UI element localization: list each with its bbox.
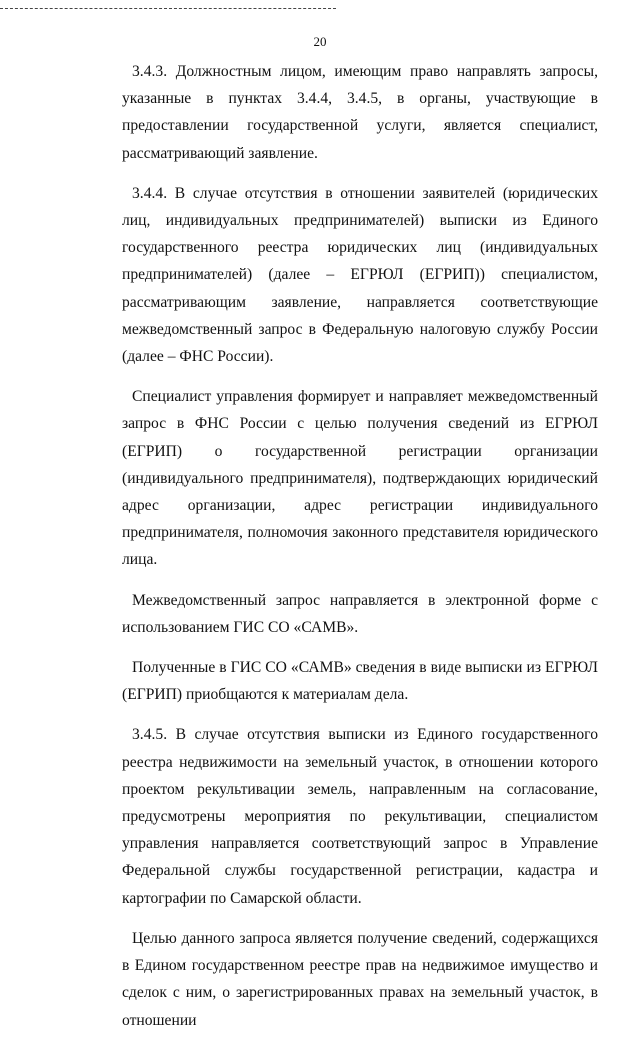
paragraph-3-4-5: 3.4.5. В случае отсутствия выписки из Единого государственного реестра недвижимости на земельный участок, в отношении которого проектом рекультивации земель, направленным на согласование, предусмотрены мероприятия по рекультивации, специалистом управления направляется соответствующий запрос в Управление Федеральной службы государственной регистрации, кадастра и картографии по Самарской области. [122,726,598,907]
paragraph-electronic-form: Межведомственный запрос направляется в электронной форме с использованием ГИС СО «САМВ». [122,591,598,636]
paragraph-received-info: Полученные в ГИС СО «САМВ» сведения в виде выписки из ЕГРЮЛ (ЕГРИП) приобщаются к материалам дела. [122,659,598,704]
paragraph-3-4-4: 3.4.4. В случае отсутствия в отношении заявителей (юридических лиц, индивидуальных предпринимателей) выписки из Единого государственного реестра юридических лиц (индивидуальных предпринимателей) (далее – ЕГРЮЛ (ЕГРИП)) специалистом, рассматривающим заявление, направляется соответствующие межведомственный запрос в Федеральную налоговую службу России (далее – ФНС России). [122,184,598,366]
paragraph-3-4-3: 3.4.3. Должностным лицом, имеющим право направлять запросы, указанные в пунктах 3.4.4, 3.4.5, в органы, участвующие в предоставлении государственной услуги, является специалист, рассматривающий заявление. [122,63,598,162]
page-number: 20 [313,34,327,49]
paragraph-specialist-request: Специалист управления формирует и направляет межведомственный запрос в ФНС России с целью получения сведений из ЕГРЮЛ (ЕГРИП) о государственной регистрации организации (индивидуального предпринимателя), подтверждающих юридический адрес организации, адрес регистрации индивидуального предпринимателя, полномочия законного представителя юридического лица. [122,388,598,569]
top-dashed-border [0,8,336,9]
document-body [122,58,598,1047]
paragraph-request-purpose: Целью данного запроса является получение сведений, содержащихся в Едином государственном реестре прав на недвижимое имущество и сделок с ним, о зарегистрированных правах на земельный участок, в отношении [122,929,598,1029]
